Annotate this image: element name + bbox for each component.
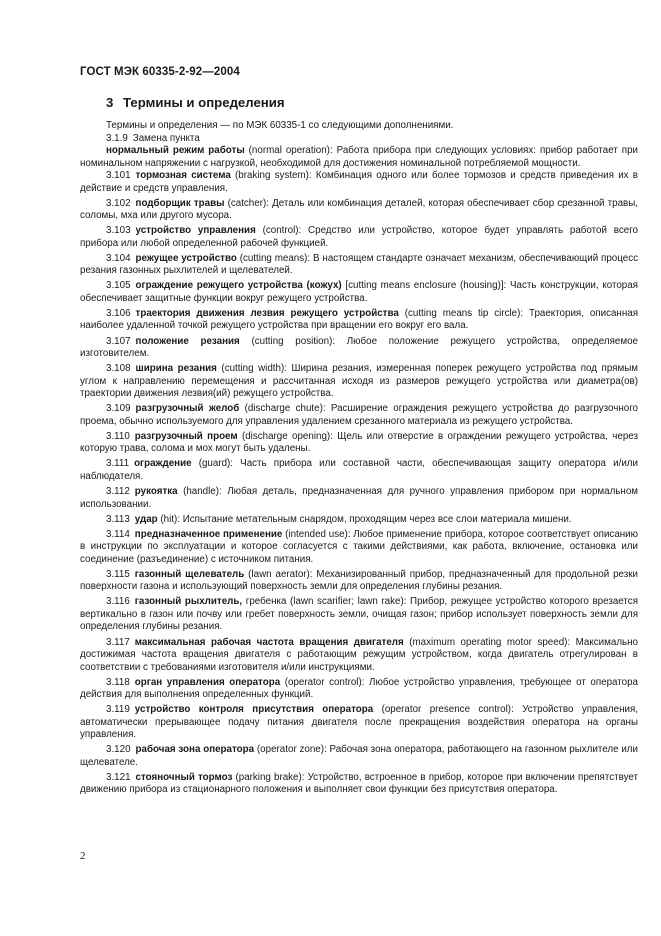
definition-item [80,486,638,511]
term-definition: (lawn aerator): Механизированный прибор, предназначенный для продольной резки поверхности газона и использующий поверхность земли для определения глубины резания. [80,568,639,593]
term-definition: гребенка (lawn scarifier; lawn rake): Прибор, режущее устройство которого врезается вертикально в газон или почву или гребет поверхность земли, очищая газон; прибор использует поверхность земли для определения глубины резания. [80,596,639,633]
term-number: 3.111 [106,458,130,470]
term-number: 3.112 [106,486,130,498]
term-number: 3.114 [106,528,130,540]
term-name: рукоятка [134,486,178,498]
term-definition: (discharge chute): Расширение ограждения режущего устройства до разгрузочного проема, обычно используемого для управления удалением срезанного материала из режущего устройства. [80,403,639,427]
intro-paragraph: Термины и определения — по МЭК 60335-1 со следующими дополнениями. [106,120,454,131]
term-definition: (braking system): Комбинация одного или более тормозов и средств приведения их в действие и средств управления. [80,170,638,194]
term-name: разгрузочный проем [134,430,238,442]
term-name: режущее устройство [135,252,237,264]
definition-item [80,744,638,769]
term-definition: (guard): Часть прибора или составной части, обеспечивающая защиту оператора и/или наблюдателя. [80,458,638,482]
term-number: 3.113 [106,513,130,525]
term-definition: (operator control): Любое устройство управления, требующее от оператора действия для выполнения определенных функций. [80,676,639,701]
definition-item [80,170,638,195]
term-name: ограждение [134,458,192,470]
section-title: Термины и определения [123,95,285,110]
term-number: 3.116 [106,596,130,608]
term-definition: (operator zone): Рабочая зона оператора, работающего на газонном рыхлителе или щелевателе. [80,744,638,768]
term-number: 3.121 [106,771,131,783]
term-name: устройство управления [135,225,256,237]
term-name: положение резания [135,335,240,347]
definition-item [80,198,638,223]
document-header: ГОСТ МЭК 60335-2-92—2004 [80,66,240,78]
term-definition: (hit): Испытание метательным снарядом, проходящим через все слои материала мишени. [157,513,572,525]
term-name: рабочая зона оператора [135,744,255,756]
term-definition: (discharge opening): Щель или отверстие в ограждении режущего устройства, через которую трава, солома и мох могут быть удалены. [80,430,638,455]
definition-item [80,403,638,428]
term-name: газонный щелеватель [134,568,245,580]
definition-item [80,308,638,333]
term-number: 3.115 [106,568,130,580]
term-definition: (intended use): Любое применение прибора, которое соответствует описанию в инструкции по эксплуатации и которое согласуется с такими действиями, как работа, включение, остановка или соединение (разъединение) с источником питания. [80,528,639,565]
term-name: удар [134,513,158,525]
terms-list [80,170,638,797]
definition-item [80,225,638,250]
term-name: траектория движения лезвия режущего устройства [135,307,399,319]
definition-normal-operation [80,145,638,170]
term-number: 3.104 [106,252,131,264]
term-name: подборщик травы [135,197,225,209]
sub-item-paragraph [80,133,638,146]
sub-item-number: 3.1.9 [106,132,128,144]
definition-item [80,253,638,278]
term-number: 3.118 [106,676,130,688]
term-number: 3.109 [106,403,131,415]
term-definition: (cutting width): Ширина резания, измеренная поперек режущего устройства под прямым углом к направлению перемещения и рассчитанная исходя из размеров режущего устройства или диаметра(ов) траектории движения лезвия(ий) режущего устройства. [80,363,638,400]
term-name: нормальный режим работы [106,145,245,156]
term-name: ширина резания [135,363,217,375]
term-number: 3.105 [106,280,131,292]
term-definition: (parking brake): Устройство, встроенное в прибор, которое при включении препятствует движению прибора из стационарного положения и выполняет свои функции без присутствия оператора. [80,771,638,796]
term-number: 3.119 [106,704,130,716]
sub-item-text: Замена пункта [132,132,200,144]
term-name: разгрузочный желоб [135,403,240,415]
term-name: предназначенное применение [134,528,283,540]
term-name: максимальная рабочая частота вращения двигателя [134,636,404,648]
term-name: ограждение режущего устройства (кожух) [135,280,342,292]
term-name: тормозная система [135,170,231,181]
definition-item [80,596,638,634]
term-definition: (normal operation): Работа прибора при следующих условиях: прибор работает при номинальном напряжении с нагрузкой, необходимой для достижения номинальной потребляемой мощности. [80,145,638,169]
page-number: 2 [80,850,86,862]
definition-item [80,677,638,702]
term-definition: (maximum operating motor speed): Максимально достижимая частота вращения двигателя с работающим режущим устройством, когда двигатель отрегулирован в соответствии с требованиями изготовителя и/или инструкциями. [80,636,639,673]
definition-item [80,772,638,797]
term-number: 3.120 [106,744,131,756]
term-number: 3.108 [106,363,131,375]
term-name: газонный рыхлитель, [134,596,243,608]
term-number: 3.101 [106,170,131,181]
term-number: 3.117 [106,636,130,648]
term-number: 3.106 [106,307,131,319]
term-definition: (catcher): Деталь или комбинация деталей, которая обеспечивает сбор срезанной травы, соломы, мха или другого мусора. [80,197,638,222]
term-definition: (cutting position): Любое положение режущего устройства, определяемое изготовителем. [80,335,638,360]
term-definition: (cutting means): В настоящем стандарте означает механизм, обеспечивающий процесс резания газонных рыхлителей и щелевателей. [80,252,638,277]
definition-item [80,637,638,675]
section-number: 3 [106,95,114,110]
term-name: стояночный тормоз [135,771,233,783]
term-name: устройство контроля присутствия оператора [134,704,374,716]
term-number: 3.110 [106,430,130,442]
definition-item [80,280,638,305]
term-number: 3.103 [106,225,131,237]
definition-item [80,569,638,594]
definition-item [80,514,638,527]
term-definition: (handle): Любая деталь, предназначенная для ручного управления прибором при нормальном использовании. [80,486,638,510]
definition-item [80,458,638,483]
term-name: орган управления оператора [134,676,281,688]
term-number: 3.102 [106,197,131,209]
section-heading [106,95,285,110]
document-body [80,120,638,797]
definition-item [80,704,638,742]
definition-item [80,363,638,401]
term-definition: (cutting means tip circle): Траектория, описанная наиболее удаленной точкой режущего устройства при вращении его вокруг его вала. [80,307,638,332]
term-definition: (operator presence control): Устройство управления, автоматически прерывающее подачу питания двигателя после прекращения воздействия оператора на органы управления. [80,704,638,741]
definition-item [80,431,638,456]
definition-item [80,336,638,361]
term-definition: (control): Средство или устройство, которое будет управлять работой всего прибора или любой определенной рабочей функцией. [80,225,638,249]
term-definition: [cutting means enclosure (housing)]: Часть конструкции, которая обеспечивает защитные функции вокруг режущего устройства. [80,280,638,304]
definition-item [80,529,638,567]
term-number: 3.107 [106,335,131,347]
